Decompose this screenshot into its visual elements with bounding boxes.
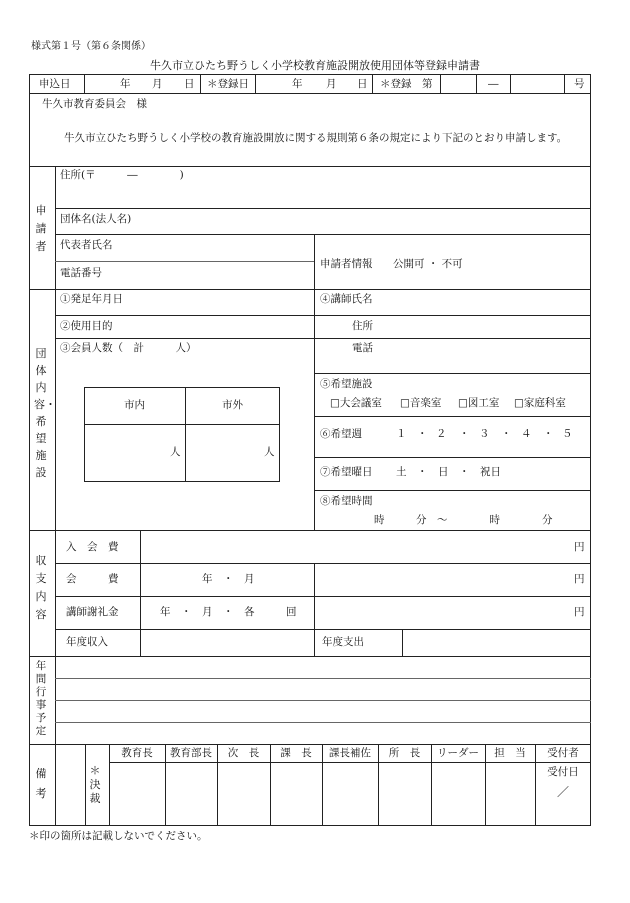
registration-go: 号 [574, 78, 585, 90]
fee-label: 会 費 [66, 573, 119, 585]
week-separator: ・ [417, 428, 428, 440]
income-section-label: 収支内容 [35, 554, 47, 621]
annual-events-label: 年間行事予定 [35, 660, 47, 737]
city-in-label: 市内 [124, 399, 145, 411]
footnote: ＊印の箇所は記載しないでください。 [29, 830, 208, 842]
instructor-fee-label: 講師謝礼金 [66, 606, 119, 618]
facility-option[interactable]: □家庭科室 [514, 397, 566, 409]
annual-expense-label: 年度支出 [322, 636, 364, 648]
page-title: 牛久市立ひたち野うしく小学校教育施設開放使用団体等登録申請書 [150, 59, 480, 72]
week-option: ２ [436, 428, 447, 440]
time-format: 時 分 ～ 時 分 [374, 514, 553, 526]
city-out-unit: 人 [264, 446, 275, 458]
entry-fee-unit: 円 [574, 541, 585, 553]
approver-label: 課長補佐 [329, 747, 371, 759]
approval-label: ＊決裁 [89, 764, 101, 805]
application-year: 年 [120, 78, 131, 90]
entry-fee-label: 入 会 費 [66, 541, 119, 553]
registration-month: 月 [326, 78, 337, 90]
approver-label: 所 長 [388, 747, 421, 759]
registration-dash: ― [488, 78, 499, 90]
header-row [29, 74, 591, 94]
instructor-fee-period: 年 ・ 月 ・ 各 回 [160, 606, 297, 618]
week-separator: ・ [501, 428, 512, 440]
applicant-info-label: 申請者情報 [320, 258, 373, 270]
group-name-label: 団体名(法人名) [60, 213, 132, 225]
facility-option[interactable]: □大会議室 [330, 397, 382, 409]
instructor-label: ④講師氏名 [320, 293, 373, 305]
days-label: ⑦希望曜日 [320, 466, 373, 478]
group-section-label: 団体内容・希望施設 [34, 347, 56, 479]
approver-label: 教育部長 [170, 747, 212, 759]
application-month: 月 [152, 78, 163, 90]
registration-no-label: ＊登録 第 [380, 78, 433, 90]
founded-label: ①発足年月日 [60, 293, 123, 305]
registration-day: 日 [357, 78, 368, 90]
registration-date-label: ＊登録日 [207, 78, 249, 90]
fee-period: 年 ・ 月 [202, 573, 255, 585]
week-separator: ・ [543, 428, 554, 440]
form-number: 様式第１号（第６条関係） [31, 41, 151, 52]
weeks-label: ⑥希望週 [320, 428, 362, 440]
instructor-fee-unit: 円 [574, 606, 585, 618]
facility-option[interactable]: □音楽室 [400, 397, 442, 409]
addressee: 牛久市教育委員会 様 [42, 98, 147, 110]
application-date-label: 申込日 [39, 78, 71, 90]
facility-label: ⑤希望施設 [320, 378, 373, 390]
annual-income-label: 年度収入 [66, 636, 108, 648]
receipt-date-label: 受付日 [547, 766, 579, 778]
members-label: ③会員人数（ 計 人） [60, 342, 197, 354]
statement: 牛久市立ひたち野うしく小学校の教育施設開放に関する規則第６条の規定により下記のとおり申請します。 [64, 132, 568, 144]
applicant-info-options: 公開可 ・ 不可 [393, 258, 463, 270]
applicant-section-label: 申請者 [35, 204, 47, 253]
week-option: １ [396, 428, 407, 440]
city-out-label: 市外 [222, 399, 243, 411]
phone-label: 電話番号 [60, 267, 102, 279]
instructor-address-label: 住所 [352, 320, 373, 332]
address-label: 住所(〒 ― ) [60, 169, 184, 181]
approver-label: 担 当 [494, 747, 526, 759]
approver-label: 次 長 [227, 747, 260, 759]
approver-label: 課 長 [280, 747, 312, 759]
week-separator: ・ [459, 428, 470, 440]
week-option: ５ [562, 428, 573, 440]
receipt-date-slash: ／ [556, 785, 569, 799]
fee-unit: 円 [574, 573, 585, 585]
week-option: ３ [479, 428, 490, 440]
facility-option[interactable]: □図工室 [458, 397, 500, 409]
time-label: ⑧希望時間 [320, 495, 373, 507]
purpose-label: ②使用目的 [60, 320, 113, 332]
registration-year: 年 [292, 78, 303, 90]
city-in-unit: 人 [170, 446, 181, 458]
approver-label: 教育長 [121, 747, 153, 759]
approver-label: リーダー [437, 747, 479, 759]
remarks-label: 備考 [35, 767, 47, 800]
representative-label: 代表者氏名 [60, 239, 113, 251]
days-options: 土 ・ 日 ・ 祝日 [396, 466, 501, 478]
application-day: 日 [184, 78, 195, 90]
week-option: ４ [521, 428, 532, 440]
instructor-phone-label: 電話 [352, 342, 373, 354]
approver-label: 受付者 [547, 747, 579, 759]
